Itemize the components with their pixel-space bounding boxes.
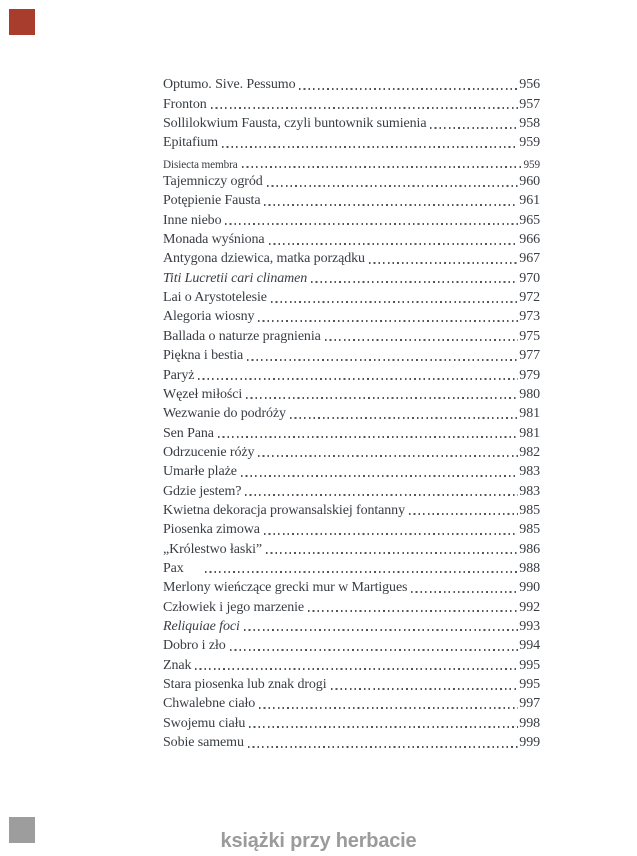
toc-entry-title: Lai o Arystotelesie	[163, 290, 267, 306]
toc-entry-page: 959	[519, 135, 540, 151]
toc-entry-page: 959	[523, 158, 540, 171]
toc-entry-page: 972	[519, 290, 540, 306]
toc-entry-title: Pax	[163, 560, 201, 576]
toc-leader-dots	[248, 746, 518, 748]
toc-entry	[163, 558, 540, 577]
toc-leader-dots	[290, 417, 518, 419]
toc-entry-page: 956	[519, 77, 540, 93]
toc-leader-dots	[244, 629, 519, 631]
toc-entry-title: Dobro i zło	[163, 638, 226, 654]
toc-entry	[163, 732, 540, 751]
toc-leader-dots	[205, 571, 519, 573]
toc-entry	[163, 345, 540, 364]
toc-entry-page: 990	[519, 580, 540, 596]
toc-entry-title: Swojemu ciału	[163, 715, 246, 731]
toc-entry	[163, 538, 540, 557]
toc-entry-title: Inne niebo	[163, 212, 222, 228]
toc-leader-dots	[225, 223, 518, 225]
toc-entry-title: Człowiek i jego marzenie	[163, 599, 305, 615]
toc-entry	[163, 635, 540, 654]
toc-entry-page: 993	[519, 618, 540, 634]
toc-entry	[163, 693, 540, 712]
toc-entry-page: 980	[519, 386, 540, 402]
toc-entry-title: Fronton	[163, 96, 207, 112]
toc-leader-dots	[264, 533, 518, 535]
toc-entry-page: 998	[519, 715, 540, 731]
toc-entry	[163, 74, 540, 93]
toc-entry	[163, 151, 540, 170]
toc-entry-page: 970	[519, 270, 540, 286]
toc-leader-dots	[258, 320, 518, 322]
toc-entry-page: 977	[519, 348, 540, 364]
toc-leader-dots	[269, 243, 519, 245]
toc-leader-dots	[311, 281, 518, 283]
toc-entry	[163, 674, 540, 693]
toc-entry	[163, 596, 540, 615]
toc-entry	[163, 248, 540, 267]
toc-entry-title: Gdzie jestem?	[163, 483, 242, 499]
toc-leader-dots	[430, 127, 518, 129]
toc-entry	[163, 267, 540, 286]
toc-entry-page: 982	[519, 444, 540, 460]
toc-entry	[163, 712, 540, 731]
toc-entry	[163, 616, 540, 635]
toc-entry-title: Węzeł miłości	[163, 386, 243, 402]
toc-entry-page: 983	[519, 483, 540, 499]
toc-entry-page: 973	[519, 309, 540, 325]
toc-entry-title: Wezwanie do podróży	[163, 406, 286, 422]
toc-leader-dots	[271, 301, 518, 303]
toc-entry	[163, 364, 540, 383]
toc-entry-title: Paryż	[163, 367, 195, 383]
toc-entry-title: Odrzucenie róży	[163, 444, 255, 460]
toc-entry-page: 985	[519, 502, 540, 518]
toc-entry-title: Umarłe plaże	[163, 464, 237, 480]
toc-entry-title: Tajemniczy ogród	[163, 174, 263, 190]
toc-entry-title: Sollilokwium Fausta, czyli buntownik sumienia	[163, 116, 427, 132]
toc-leader-dots	[230, 649, 519, 651]
toc-entry	[163, 113, 540, 132]
toc-entry-title: Kwietna dekoracja prowansalskiej fontanny	[163, 502, 405, 518]
toc-leader-dots	[195, 668, 518, 670]
toc-entry-page: 967	[519, 251, 540, 267]
toc-entry-title: Reliquiae foci	[163, 618, 240, 634]
toc-entry-page: 957	[519, 96, 540, 112]
toc-entry	[163, 93, 540, 112]
toc-entry	[163, 461, 540, 480]
toc-entry	[163, 229, 540, 248]
toc-entry-page: 961	[519, 193, 540, 209]
toc-entry-page: 997	[519, 696, 540, 712]
toc-entry-page: 995	[519, 677, 540, 692]
toc-entry	[163, 287, 540, 306]
toc-entry-title: Antygona dziewica, matka porządku	[163, 251, 365, 267]
toc-leader-dots	[222, 146, 518, 148]
toc-entry-page: 975	[519, 328, 540, 344]
toc-entry-page: 965	[519, 212, 540, 228]
toc-entry	[163, 654, 540, 673]
toc-entry-title: Sobie samemu	[163, 735, 244, 751]
toc-entry-title: Epitafium	[163, 135, 219, 151]
toc-entry-title: „Królestwo łaski”	[163, 541, 262, 557]
toc-leader-dots	[308, 610, 518, 612]
toc-entry	[163, 480, 540, 499]
toc-leader-dots	[198, 378, 518, 380]
toc-leader-dots	[258, 455, 518, 457]
toc-entry	[163, 209, 540, 228]
toc-leader-dots	[325, 339, 519, 341]
toc-entry-page: 994	[519, 638, 540, 654]
toc-entry-page: 983	[519, 464, 540, 480]
toc-entry-page: 958	[519, 116, 540, 132]
toc-entry-title: Stara piosenka lub znak drogi	[163, 677, 327, 692]
toc-entry-title: Piosenka zimowa	[163, 522, 260, 538]
toc-entry-title: Ballada o naturze pragnienia	[163, 328, 321, 344]
toc-entry-page: 960	[519, 174, 540, 190]
toc-entry-page: 966	[519, 232, 540, 248]
toc-entry	[163, 519, 540, 538]
toc-entry-title: Potępienie Fausta	[163, 193, 261, 209]
toc-leader-dots	[409, 513, 518, 515]
toc-entry-page: 999	[519, 735, 540, 751]
toc-leader-dots	[211, 107, 519, 109]
toc-entry-page: 981	[519, 425, 540, 441]
toc-entry-title: Titi Lucretii cari clinamen	[163, 270, 308, 286]
toc-entry	[163, 171, 540, 190]
toc-leader-dots	[249, 726, 518, 728]
toc-entry-page: 981	[519, 406, 540, 422]
toc-leader-dots	[247, 359, 518, 361]
toc-entry-title: Znak	[163, 657, 192, 673]
toc-entry-title: Sen Pana	[163, 425, 214, 441]
site-brand-watermark: książki przy herbacie	[220, 830, 417, 852]
toc-leader-dots	[242, 166, 523, 168]
toc-entry	[163, 384, 540, 403]
toc-entry-page: 979	[519, 367, 540, 383]
red-square-decoration	[9, 9, 35, 35]
toc-entry	[163, 306, 540, 325]
toc-entry-title: Merlony wieńczące grecki mur w Martigues	[163, 580, 408, 596]
toc-entry-title: Chwalebne ciało	[163, 696, 256, 712]
toc-entry	[163, 422, 540, 441]
toc-leader-dots	[259, 707, 518, 709]
toc-entry-title: Optumo. Sive. Pessumo	[163, 77, 296, 93]
toc-leader-dots	[331, 688, 519, 690]
toc-leader-dots	[264, 204, 518, 206]
toc-entry-page: 986	[519, 541, 540, 557]
toc-leader-dots	[218, 436, 518, 438]
toc-entry-page: 992	[519, 599, 540, 615]
toc-leader-dots	[369, 262, 518, 264]
toc-entry	[163, 577, 540, 596]
toc-entry	[163, 403, 540, 422]
toc-leader-dots	[267, 185, 519, 187]
toc-leader-dots	[241, 475, 518, 477]
toc-entry-title: Piękna i bestia	[163, 348, 244, 364]
toc-entry	[163, 500, 540, 519]
toc-entry-title: Disiecta membra	[163, 158, 238, 171]
toc-leader-dots	[299, 88, 518, 90]
toc-entry-page: 995	[519, 657, 540, 673]
toc-entry-title: Monada wyśniona	[163, 232, 265, 248]
toc-entry-page: 985	[519, 522, 540, 538]
toc-leader-dots	[266, 552, 518, 554]
toc-entry	[163, 442, 540, 461]
toc-leader-dots	[246, 397, 518, 399]
toc-entry	[163, 325, 540, 344]
table-of-contents	[163, 74, 540, 751]
toc-leader-dots	[245, 494, 518, 496]
toc-leader-dots	[411, 591, 518, 593]
toc-entry-title: Alegoria wiosny	[163, 309, 255, 325]
toc-entry	[163, 190, 540, 209]
toc-entry-page: 988	[519, 560, 540, 576]
toc-entry	[163, 132, 540, 151]
